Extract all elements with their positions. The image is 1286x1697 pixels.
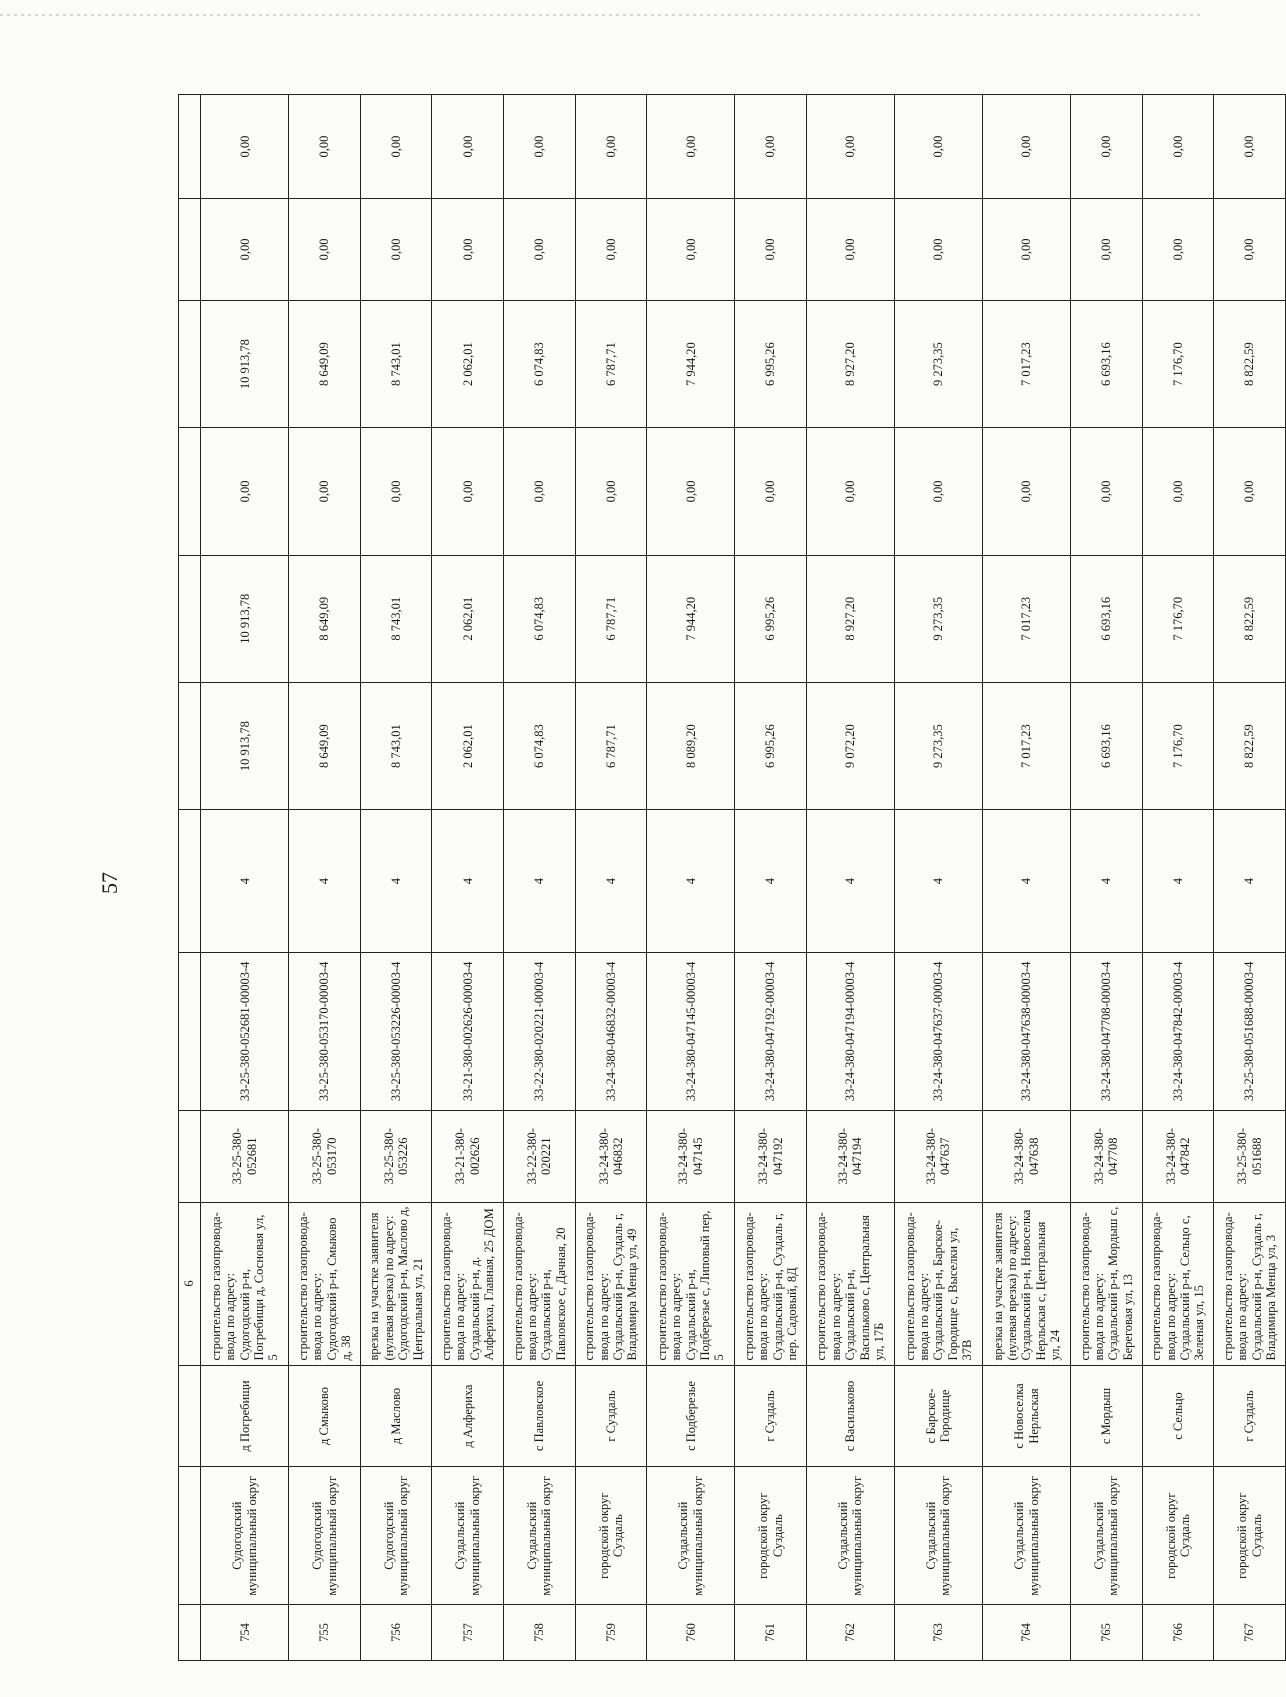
work-description-cell: врезка на участке заявителя (нулевая врезка) по адресу: Суздальский р-н, Новоселка Нерльская с, Центральная ул, 24	[983, 1202, 1071, 1365]
cost-column-b-cell: 7 176,70	[1142, 300, 1214, 427]
cost-column-d-cell: 0,00	[1142, 95, 1214, 199]
application-code-cell: 33-24-380-047194-00003-4	[806, 952, 894, 1110]
cost-column-a-cell: 0,00	[360, 428, 432, 555]
table-row	[894, 95, 982, 1661]
category-cell: 4	[1214, 810, 1286, 953]
cost-column-b-cell: 6 074,83	[504, 300, 576, 427]
cost-column-a-cell: 0,00	[735, 428, 807, 555]
municipality-cell: городской округ Суздаль	[735, 1467, 807, 1605]
cost-approved-cell: 2 062,01	[432, 555, 504, 682]
work-description-cell: строительство газопровода-ввода по адресу: Суздальский р-н, Суздаль г, Владимира Менца ул, 3	[1214, 1202, 1286, 1365]
cost-column-a-cell: 0,00	[432, 428, 504, 555]
object-code-cell: 33-24-380-047708	[1071, 1110, 1143, 1202]
header-cell: 6	[179, 1202, 201, 1365]
application-code-cell: 33-24-380-046832-00003-4	[575, 952, 647, 1110]
work-description-cell: строительство газопровода-ввода по адресу: Судогодский р-н, Погребищи д, Сосновая ул, 5	[201, 1202, 289, 1365]
municipality-cell: Судогодский муниципальный округ	[360, 1467, 432, 1605]
gas-connection-table	[178, 94, 1286, 1661]
header-cell	[179, 300, 201, 427]
row-number-cell: 758	[504, 1604, 576, 1660]
settlement-cell: с Сельцо	[1142, 1365, 1214, 1467]
row-number-cell: 757	[432, 1604, 504, 1660]
municipality-cell: Суздальский муниципальный округ	[432, 1467, 504, 1605]
object-code-cell: 33-24-380-047192	[735, 1110, 807, 1202]
cost-column-d-cell: 0,00	[504, 95, 576, 199]
cost-approved-cell: 6 693,16	[1071, 555, 1143, 682]
table-row	[806, 95, 894, 1661]
category-cell: 4	[1142, 810, 1214, 953]
cost-column-a-cell: 0,00	[575, 428, 647, 555]
page-number: 57	[97, 872, 122, 894]
municipality-cell: Суздальский муниципальный округ	[983, 1467, 1071, 1605]
work-description-cell: строительство газопровода-ввода по адресу: Суздальский р-н, Васильково с, Центральная ул, 17Б	[806, 1202, 894, 1365]
municipality-cell: Суздальский муниципальный округ	[647, 1467, 735, 1605]
row-number-cell: 759	[575, 1604, 647, 1660]
application-code-cell: 33-25-380-053170-00003-4	[289, 952, 361, 1110]
table-row	[983, 95, 1071, 1661]
municipality-cell: Судогодский муниципальный округ	[201, 1467, 289, 1605]
application-code-cell: 33-21-380-002626-00003-4	[432, 952, 504, 1110]
cost-total-cell: 8 649,09	[289, 682, 361, 809]
row-number-cell: 765	[1071, 1604, 1143, 1660]
municipality-cell: городской округ Суздаль	[1214, 1467, 1286, 1605]
object-code-cell: 33-24-380-047842	[1142, 1110, 1214, 1202]
cost-column-b-cell: 2 062,01	[432, 300, 504, 427]
row-number-cell: 767	[1214, 1604, 1286, 1660]
object-code-cell: 33-24-380-047194	[806, 1110, 894, 1202]
cost-column-b-cell: 8 822,59	[1214, 300, 1286, 427]
settlement-cell: д Погребищи	[201, 1365, 289, 1467]
settlement-cell: д Алфериха	[432, 1365, 504, 1467]
settlement-cell: с Барское-Городище	[894, 1365, 982, 1467]
cost-total-cell: 2 062,01	[432, 682, 504, 809]
cost-column-b-cell: 10 913,78	[201, 300, 289, 427]
table-row	[1214, 95, 1286, 1661]
cost-column-a-cell: 0,00	[504, 428, 576, 555]
cost-column-c-cell: 0,00	[201, 199, 289, 301]
settlement-cell: с Новоселка Нерльская	[983, 1365, 1071, 1467]
cost-column-b-cell: 7 944,20	[647, 300, 735, 427]
table-row	[735, 95, 807, 1661]
cost-column-d-cell: 0,00	[806, 95, 894, 199]
category-cell: 4	[647, 810, 735, 953]
cost-approved-cell: 8 743,01	[360, 555, 432, 682]
application-code-cell: 33-25-380-052681-00003-4	[201, 952, 289, 1110]
header-cell	[179, 1604, 201, 1660]
cost-column-d-cell: 0,00	[894, 95, 982, 199]
cost-column-c-cell: 0,00	[1142, 199, 1214, 301]
municipality-cell: Суздальский муниципальный округ	[504, 1467, 576, 1605]
cost-column-d-cell: 0,00	[289, 95, 361, 199]
application-code-cell: 33-24-380-047637-00003-4	[894, 952, 982, 1110]
cost-column-b-cell: 6 693,16	[1071, 300, 1143, 427]
cost-total-cell: 10 913,78	[201, 682, 289, 809]
cost-approved-cell: 9 273,35	[894, 555, 982, 682]
cost-total-cell: 6 787,71	[575, 682, 647, 809]
cost-column-d-cell: 0,00	[432, 95, 504, 199]
cost-column-c-cell: 0,00	[504, 199, 576, 301]
table-row	[289, 95, 361, 1661]
cost-column-d-cell: 0,00	[201, 95, 289, 199]
cost-total-cell: 9 072,20	[806, 682, 894, 809]
header-cell	[179, 95, 201, 199]
cost-column-c-cell: 0,00	[289, 199, 361, 301]
cost-column-d-cell: 0,00	[735, 95, 807, 199]
table-row	[360, 95, 432, 1661]
header-cell	[179, 199, 201, 301]
municipality-cell: Суздальский муниципальный округ	[806, 1467, 894, 1605]
table-header-row	[179, 95, 201, 1661]
cost-column-b-cell: 9 273,35	[894, 300, 982, 427]
application-code-cell: 33-24-380-047708-00003-4	[1071, 952, 1143, 1110]
cost-column-a-cell: 0,00	[1142, 428, 1214, 555]
cost-column-b-cell: 6 787,71	[575, 300, 647, 427]
cost-column-d-cell: 0,00	[1071, 95, 1143, 199]
object-code-cell: 33-22-380-020221	[504, 1110, 576, 1202]
cost-column-c-cell: 0,00	[647, 199, 735, 301]
settlement-cell: г Суздаль	[735, 1365, 807, 1467]
cost-total-cell: 8 089,20	[647, 682, 735, 809]
category-cell: 4	[432, 810, 504, 953]
settlement-cell: с Павловское	[504, 1365, 576, 1467]
work-description-cell: строительство газопровода-ввода по адресу: Судогодский р-н, Смыково д, 38	[289, 1202, 361, 1365]
cost-column-c-cell: 0,00	[894, 199, 982, 301]
application-code-cell: 33-24-380-047145-00003-4	[647, 952, 735, 1110]
work-description-cell: строительство газопровода-ввода по адресу: Суздальский р-н, Сельцо с, Зеленая ул, 15	[1142, 1202, 1214, 1365]
application-code-cell: 33-25-380-051688-00003-4	[1214, 952, 1286, 1110]
cost-column-a-cell: 0,00	[983, 428, 1071, 555]
settlement-cell: д Маслово	[360, 1365, 432, 1467]
cost-column-c-cell: 0,00	[575, 199, 647, 301]
cost-column-d-cell: 0,00	[1214, 95, 1286, 199]
table-row	[575, 95, 647, 1661]
table-row	[1142, 95, 1214, 1661]
cost-column-c-cell: 0,00	[983, 199, 1071, 301]
cost-column-c-cell: 0,00	[806, 199, 894, 301]
cost-column-b-cell: 7 017,23	[983, 300, 1071, 427]
cost-total-cell: 8 822,59	[1214, 682, 1286, 809]
header-cell	[179, 952, 201, 1110]
work-description-cell: строительство газопровода-ввода по адресу: Суздальский р-н, Барское-Городище с, Выселки ул, 37В	[894, 1202, 982, 1365]
row-number-cell: 761	[735, 1604, 807, 1660]
row-number-cell: 764	[983, 1604, 1071, 1660]
header-cell	[179, 1110, 201, 1202]
cost-column-a-cell: 0,00	[894, 428, 982, 555]
table-row	[432, 95, 504, 1661]
cost-column-c-cell: 0,00	[1214, 199, 1286, 301]
cost-column-b-cell: 6 995,26	[735, 300, 807, 427]
table-row	[201, 95, 289, 1661]
application-code-cell: 33-24-380-047192-00003-4	[735, 952, 807, 1110]
cost-column-c-cell: 0,00	[1071, 199, 1143, 301]
settlement-cell: с Подберезье	[647, 1365, 735, 1467]
category-cell: 4	[201, 810, 289, 953]
settlement-cell: г Суздаль	[1214, 1365, 1286, 1467]
cost-approved-cell: 8 822,59	[1214, 555, 1286, 682]
work-description-cell: строительство газопровода-ввода по адресу: Суздальский р-н, Павловское с, Дачная, 20	[504, 1202, 576, 1365]
header-cell	[179, 1467, 201, 1605]
cost-total-cell: 6 074,83	[504, 682, 576, 809]
header-cell	[179, 682, 201, 809]
table-body	[179, 95, 1286, 1661]
cost-column-a-cell: 0,00	[1214, 428, 1286, 555]
cost-approved-cell: 8 649,09	[289, 555, 361, 682]
work-description-cell: строительство газопровода-ввода по адресу: Суздальский р-н, Подберезье с, Липовый пер, 5	[647, 1202, 735, 1365]
cost-total-cell: 6 693,16	[1071, 682, 1143, 809]
row-number-cell: 756	[360, 1604, 432, 1660]
cost-approved-cell: 8 927,20	[806, 555, 894, 682]
object-code-cell: 33-24-380-047145	[647, 1110, 735, 1202]
application-code-cell: 33-24-380-047638-00003-4	[983, 952, 1071, 1110]
cost-approved-cell: 6 995,26	[735, 555, 807, 682]
application-code-cell: 33-22-380-020221-00003-4	[504, 952, 576, 1110]
cost-column-a-cell: 0,00	[647, 428, 735, 555]
cost-column-a-cell: 0,00	[806, 428, 894, 555]
category-cell: 4	[806, 810, 894, 953]
municipality-cell: Суздальский муниципальный округ	[894, 1467, 982, 1605]
table-row	[1071, 95, 1143, 1661]
cost-approved-cell: 7 176,70	[1142, 555, 1214, 682]
cost-total-cell: 6 995,26	[735, 682, 807, 809]
cost-approved-cell: 7 944,20	[647, 555, 735, 682]
municipality-cell: городской округ Суздаль	[575, 1467, 647, 1605]
cost-column-c-cell: 0,00	[360, 199, 432, 301]
cost-column-d-cell: 0,00	[575, 95, 647, 199]
object-code-cell: 33-21-380-002626	[432, 1110, 504, 1202]
row-number-cell: 763	[894, 1604, 982, 1660]
category-cell: 4	[1071, 810, 1143, 953]
cost-total-cell: 8 743,01	[360, 682, 432, 809]
cost-column-b-cell: 8 649,09	[289, 300, 361, 427]
object-code-cell: 33-25-380-051688	[1214, 1110, 1286, 1202]
object-code-cell: 33-24-380-047637	[894, 1110, 982, 1202]
cost-column-c-cell: 0,00	[735, 199, 807, 301]
work-description-cell: строительство газопровода-ввода по адресу: Суздальский р-н, Суздаль г, пер. Садовый, 8Д	[735, 1202, 807, 1365]
header-cell	[179, 555, 201, 682]
cost-column-a-cell: 0,00	[1071, 428, 1143, 555]
settlement-cell: с Васильково	[806, 1365, 894, 1467]
cost-column-c-cell: 0,00	[432, 199, 504, 301]
work-description-cell: строительство газопровода-ввода по адресу: Суздальский р-н, д. Алфериха, Главная, 25 ДОМ	[432, 1202, 504, 1365]
cost-column-d-cell: 0,00	[360, 95, 432, 199]
cost-column-a-cell: 0,00	[289, 428, 361, 555]
header-cell	[179, 428, 201, 555]
category-cell: 4	[983, 810, 1071, 953]
application-code-cell: 33-25-380-053226-00003-4	[360, 952, 432, 1110]
municipality-cell: городской округ Суздаль	[1142, 1467, 1214, 1605]
work-description-cell: врезка на участке заявителя (нулевая врезка) по адресу: Судогодский р-н, Маслово д, Центральная ул, 21	[360, 1202, 432, 1365]
category-cell: 4	[575, 810, 647, 953]
settlement-cell: с Мордыш	[1071, 1365, 1143, 1467]
category-cell: 4	[360, 810, 432, 953]
cost-column-d-cell: 0,00	[983, 95, 1071, 199]
object-code-cell: 33-24-380-047638	[983, 1110, 1071, 1202]
cost-column-b-cell: 8 743,01	[360, 300, 432, 427]
category-cell: 4	[289, 810, 361, 953]
object-code-cell: 33-25-380-052681	[201, 1110, 289, 1202]
table-row	[504, 95, 576, 1661]
municipality-cell: Судогодский муниципальный округ	[289, 1467, 361, 1605]
table-container	[178, 94, 1286, 1661]
object-code-cell: 33-24-380-046832	[575, 1110, 647, 1202]
cost-approved-cell: 6 787,71	[575, 555, 647, 682]
scan-artifact-line	[0, 14, 1200, 16]
settlement-cell: д Смыково	[289, 1365, 361, 1467]
cost-column-d-cell: 0,00	[647, 95, 735, 199]
row-number-cell: 754	[201, 1604, 289, 1660]
header-cell	[179, 810, 201, 953]
cost-approved-cell: 6 074,83	[504, 555, 576, 682]
row-number-cell: 762	[806, 1604, 894, 1660]
work-description-cell: строительство газопровода-ввода по адресу: Суздальский р-н, Суздаль г, Владимира Менца ул, 49	[575, 1202, 647, 1365]
cost-column-a-cell: 0,00	[201, 428, 289, 555]
municipality-cell: Суздальский муниципальный округ	[1071, 1467, 1143, 1605]
row-number-cell: 755	[289, 1604, 361, 1660]
cost-approved-cell: 7 017,23	[983, 555, 1071, 682]
object-code-cell: 33-25-380-053170	[289, 1110, 361, 1202]
row-number-cell: 766	[1142, 1604, 1214, 1660]
application-code-cell: 33-24-380-047842-00003-4	[1142, 952, 1214, 1110]
table-row	[647, 95, 735, 1661]
cost-total-cell: 9 273,35	[894, 682, 982, 809]
work-description-cell: строительство газопровода-ввода по адресу: Суздальский р-н, Мордыш с, Береговая ул, 13	[1071, 1202, 1143, 1365]
settlement-cell: г Суздаль	[575, 1365, 647, 1467]
category-cell: 4	[735, 810, 807, 953]
cost-column-b-cell: 8 927,20	[806, 300, 894, 427]
row-number-cell: 760	[647, 1604, 735, 1660]
cost-approved-cell: 10 913,78	[201, 555, 289, 682]
category-cell: 4	[894, 810, 982, 953]
category-cell: 4	[504, 810, 576, 953]
object-code-cell: 33-25-380-053226	[360, 1110, 432, 1202]
cost-total-cell: 7 176,70	[1142, 682, 1214, 809]
header-cell	[179, 1365, 201, 1467]
cost-total-cell: 7 017,23	[983, 682, 1071, 809]
